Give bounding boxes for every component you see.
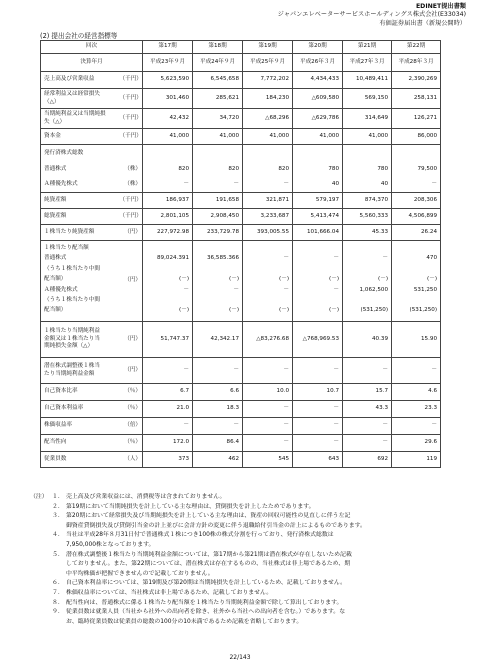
- period-cell: 平成23年９月: [143, 54, 193, 72]
- row-unit: （千円）: [119, 72, 143, 89]
- value-cell: 2,908,450: [193, 209, 243, 225]
- row-label: 配当性向: [41, 435, 119, 452]
- spacer: [435, 245, 437, 251]
- value-cell: 5,623,590: [143, 72, 193, 89]
- spacer: [435, 266, 437, 272]
- kai-cell: 第22期: [392, 41, 441, 54]
- table-row: [41, 384, 441, 401]
- value-cell: 4,506,899: [392, 209, 441, 225]
- value-cell: 18.3: [193, 401, 243, 418]
- row-label: [41, 358, 119, 384]
- row-unit: （千円）: [119, 89, 143, 109]
- row-label: 株価収益率: [41, 418, 119, 435]
- table-row: [41, 401, 441, 418]
- dividend-value: (－): [279, 307, 290, 314]
- dividend-value: (531,250): [409, 307, 438, 314]
- value-cell: －: [343, 358, 392, 384]
- value-cell: 208,306: [392, 193, 441, 209]
- value-cell: 40.39: [343, 322, 392, 358]
- note-item: [30, 551, 450, 580]
- period-cell: 平成27年３月: [343, 54, 392, 72]
- note-item: [30, 493, 450, 503]
- value-cell: 393,005.55: [243, 225, 293, 241]
- value-cell: [243, 145, 293, 163]
- value-cell: －: [143, 358, 193, 384]
- value-cell: 285,621: [193, 89, 243, 109]
- note-number: ９．: [52, 609, 64, 616]
- dividend-value: (－): [329, 307, 340, 314]
- header-doc-type: 有価証券届出書（新規公開時）: [379, 19, 466, 27]
- value-cell: 6.7: [143, 384, 193, 401]
- dividend-value: －: [333, 255, 340, 262]
- value-cell: －: [293, 401, 343, 418]
- table-row: [41, 322, 441, 358]
- table-body: [41, 41, 441, 468]
- value-cell: [343, 241, 392, 322]
- row-unit: （％）: [119, 435, 143, 452]
- spacer: [237, 266, 239, 272]
- row-unit: （％）: [119, 401, 143, 418]
- dividend-value: (－): [179, 307, 190, 314]
- value-cell: 569,150: [343, 89, 392, 109]
- row-unit: （千円）: [119, 109, 143, 129]
- row-unit: （株）: [119, 162, 143, 177]
- value-cell: 29.6: [392, 435, 441, 452]
- note-number: ６．: [52, 580, 64, 587]
- table-row: [41, 41, 441, 54]
- dividend-value: －: [283, 255, 290, 262]
- note-item: [30, 608, 450, 627]
- value-cell: 7,772,202: [243, 72, 293, 89]
- dividend-value: 89,024.391: [156, 255, 190, 262]
- value-cell: 462: [193, 452, 243, 468]
- row-label-line: 金額又は１株当たり当: [44, 335, 100, 342]
- period-cell: 平成24年９月: [193, 54, 243, 72]
- value-cell: 186,937: [143, 193, 193, 209]
- table-row: [41, 177, 441, 193]
- spacer: [237, 245, 239, 251]
- row-label: 純資産額: [41, 193, 119, 209]
- spacer: [187, 245, 189, 251]
- note-lead: [30, 503, 52, 513]
- dividend-value: (－): [229, 276, 240, 283]
- value-cell: 40: [343, 177, 392, 193]
- value-cell: 874,370: [343, 193, 392, 209]
- period-cell: 平成28年３月: [392, 54, 441, 72]
- value-cell: －: [243, 401, 293, 418]
- note-number: ２．: [52, 503, 64, 510]
- row-label: [41, 322, 119, 358]
- value-cell: 86,000: [392, 129, 441, 145]
- note-lead: [30, 531, 52, 550]
- value-cell: 5,413,474: [293, 209, 343, 225]
- value-cell: 4,434,433: [293, 72, 343, 89]
- value-cell: 45.33: [343, 225, 392, 241]
- dividend-value: (－): [279, 276, 290, 283]
- period-header: 決算年月: [41, 54, 143, 72]
- note-text: 株価収益率については、当社株式は非上場であるため、記載しておりません。: [66, 589, 273, 596]
- value-cell: 119: [392, 452, 441, 468]
- value-cell: 41,000: [343, 129, 392, 145]
- row-label-line: 潜在株式調整後１株当: [44, 362, 100, 369]
- value-cell: △68,296: [243, 109, 293, 129]
- note-item: [30, 531, 450, 550]
- note-text: 第20期において経常損失及び当期純損失を計上している主な理由は、資産の回収可能性の見直しに伴う左記 御資産貸倒損失及び貸倒引当金の計上並びに会計方針の変更に伴う退職給付引当金の計上によるものであります。: [66, 513, 366, 529]
- dividend-value: －: [382, 255, 389, 262]
- header-edinet: EDINET提出書類: [415, 3, 466, 10]
- value-cell: 41,000: [243, 129, 293, 145]
- value-cell: －: [143, 418, 193, 435]
- spacer: [337, 245, 339, 251]
- value-cell: 10,489,411: [343, 72, 392, 89]
- value-cell: 373: [143, 452, 193, 468]
- dividend-value: (－): [329, 276, 340, 283]
- value-cell: 321,871: [243, 193, 293, 209]
- row-label-line: 期純損失金額（△）: [44, 343, 94, 350]
- value-cell: 6.6: [193, 384, 243, 401]
- value-cell: 21.0: [143, 401, 193, 418]
- note-item: [30, 579, 450, 589]
- value-cell: －: [193, 418, 243, 435]
- value-cell: －: [392, 177, 441, 193]
- row-label: 自己資本利益率: [41, 401, 119, 418]
- table-row: [41, 225, 441, 241]
- value-cell: 42,342.17: [193, 322, 243, 358]
- value-cell: －: [243, 358, 293, 384]
- note-lead: [30, 589, 52, 599]
- value-cell: －: [243, 418, 293, 435]
- value-cell: [243, 241, 293, 322]
- note-lead: （注）: [30, 494, 48, 500]
- dividend-value: (531,250): [360, 307, 389, 314]
- note-text: 当社は平成28年８月31日付で普通株式１株につき100株の株式分割を行っており、発行済株式総数は 7,950,000株となっております。: [66, 532, 334, 548]
- note-item: [30, 503, 450, 513]
- dividend-value: 470: [426, 255, 438, 262]
- value-cell: [392, 241, 441, 322]
- value-cell: [193, 145, 243, 163]
- spacer: [287, 245, 289, 251]
- value-cell: －: [293, 418, 343, 435]
- spacer: [435, 297, 437, 303]
- value-cell: 5,560,333: [343, 209, 392, 225]
- value-cell: △609,580: [293, 89, 343, 109]
- note-lead: [30, 551, 52, 580]
- note-text: 第19期において当期純損失を計上している主な理由は、貸倒損失を計上したためであります。: [66, 503, 315, 510]
- spacer: [386, 245, 388, 251]
- value-cell: 820: [193, 162, 243, 177]
- row-label-line: 当期純利益又は当期純損: [44, 110, 106, 117]
- value-cell: －: [293, 358, 343, 384]
- table-row: [41, 435, 441, 452]
- row-label-line: １株当たり当期純利益: [44, 328, 100, 335]
- row-label-line: Ａ種優先株式: [44, 286, 78, 293]
- value-cell: －: [193, 358, 243, 384]
- spacer: [337, 266, 339, 272]
- note-lead: [30, 608, 52, 627]
- dividend-value: (－): [179, 276, 190, 283]
- value-cell: 2,801,105: [143, 209, 193, 225]
- value-cell: 42,432: [143, 109, 193, 129]
- kai-cell: 第18期: [193, 41, 243, 54]
- row-label-line: 経常利益又は経常損失: [44, 90, 100, 97]
- spacer: [187, 266, 189, 272]
- row-label-line: （うち１株当たり中間: [44, 297, 100, 304]
- note-text: 潜在株式調整後１株当たり当期純利益金額については、第17期から第21期は潜在株式が存在しないため記載 しておりません。また、第22期については、潜在株式は存在するものの、当社株式は非上場であるため、期 中平均株価が把握できませんので記載しておりません。: [66, 551, 352, 577]
- value-cell: [392, 145, 441, 163]
- value-cell: [343, 145, 392, 163]
- notes-list: [30, 493, 450, 627]
- page-number: 22/143: [229, 654, 251, 661]
- row-label: 自己資本比率: [41, 384, 119, 401]
- period-cell: 平成25年９月: [243, 54, 293, 72]
- spacer: [337, 297, 339, 303]
- value-cell: [293, 241, 343, 322]
- table-row: [41, 162, 441, 177]
- kai-cell: 第21期: [343, 41, 392, 54]
- dividend-value: (－): [427, 276, 438, 283]
- value-cell: 780: [293, 162, 343, 177]
- value-cell: 26.24: [392, 225, 441, 241]
- financial-indicators-table: [40, 40, 441, 468]
- value-cell: －: [343, 418, 392, 435]
- value-cell: [193, 241, 243, 322]
- value-cell: 4.6: [392, 384, 441, 401]
- row-label-line: たり当期純利益金額: [44, 370, 95, 377]
- note-lead: [30, 512, 52, 531]
- note-number: ５．: [52, 551, 64, 558]
- dividend-value: 36,585.366: [206, 255, 240, 262]
- table-row: [41, 209, 441, 225]
- spacer: [237, 297, 239, 303]
- note-lead: [30, 579, 52, 589]
- dividend-value: －: [333, 286, 340, 293]
- note-number: １．: [52, 494, 64, 500]
- value-cell: －: [293, 435, 343, 452]
- spacer: [187, 297, 189, 303]
- row-unit: （千円）: [119, 193, 143, 209]
- value-cell: －: [343, 435, 392, 452]
- value-cell: [143, 145, 193, 163]
- row-unit: （倍）: [119, 418, 143, 435]
- dividend-value: －: [183, 286, 190, 293]
- value-cell: 23.3: [392, 401, 441, 418]
- value-cell: 15.90: [392, 322, 441, 358]
- table-row: [41, 72, 441, 89]
- row-unit: （円）: [119, 225, 143, 241]
- note-lead: [30, 599, 52, 609]
- dividend-value: 531,250: [413, 286, 438, 293]
- section-title: (2) 提出会社の経営指標等: [40, 32, 118, 40]
- row-unit: （人）: [119, 452, 143, 468]
- dividend-value: 1,062,500: [359, 286, 389, 293]
- value-cell: 172.0: [143, 435, 193, 452]
- value-cell: 10.7: [293, 384, 343, 401]
- period-cell: 平成26年３月: [293, 54, 343, 72]
- value-cell: 820: [143, 162, 193, 177]
- value-cell: 15.7: [343, 384, 392, 401]
- value-cell: 3,233,687: [243, 209, 293, 225]
- value-cell: 40: [293, 177, 343, 193]
- table-row: [41, 418, 441, 435]
- row-label: １株当たり純資産額: [41, 225, 119, 241]
- row-label-line: 普通株式: [44, 255, 67, 262]
- value-cell: 780: [343, 162, 392, 177]
- row-label: [41, 89, 119, 109]
- dividend-value: (－): [229, 307, 240, 314]
- value-cell: 41,000: [293, 129, 343, 145]
- kai-cell: 第19期: [243, 41, 293, 54]
- value-cell: △768,969.53: [293, 322, 343, 358]
- table-row: [41, 54, 441, 72]
- value-cell: [143, 241, 193, 322]
- value-cell: 301,460: [143, 89, 193, 109]
- row-unit: [119, 145, 143, 163]
- row-unit: （千円）: [119, 209, 143, 225]
- kai-cell: 第17期: [143, 41, 193, 54]
- value-cell: 41,000: [193, 129, 243, 145]
- value-cell: 10.0: [243, 384, 293, 401]
- value-cell: △629,786: [293, 109, 343, 129]
- value-cell: 34,720: [193, 109, 243, 129]
- value-cell: －: [392, 418, 441, 435]
- header-company: ジャパンエレベーターサービスホールディングス株式会社(E33034): [277, 11, 466, 19]
- row-label-line: 配当額）: [44, 276, 67, 283]
- table-row: [41, 452, 441, 468]
- value-cell: －: [243, 435, 293, 452]
- value-cell: 126,271: [392, 109, 441, 129]
- row-label-line: 配当額）: [44, 307, 67, 314]
- row-unit: （％）: [119, 384, 143, 401]
- spacer: [287, 266, 289, 272]
- value-cell: 43.3: [343, 401, 392, 418]
- value-cell: 692: [343, 452, 392, 468]
- table-row: [41, 241, 441, 322]
- note-number: ８．: [52, 599, 64, 606]
- spacer: [287, 297, 289, 303]
- value-cell: [293, 145, 343, 163]
- note-item: [30, 599, 450, 609]
- note-number: ７．: [52, 589, 64, 596]
- table-row: [41, 193, 441, 209]
- row-label-line: １株当たり配当額: [44, 245, 89, 251]
- value-cell: 184,230: [243, 89, 293, 109]
- value-cell: 79,500: [392, 162, 441, 177]
- value-cell: －: [392, 358, 441, 384]
- table-row: [41, 145, 441, 163]
- value-cell: 2,390,269: [392, 72, 441, 89]
- value-cell: 6,545,658: [193, 72, 243, 89]
- spacer: [386, 266, 388, 272]
- row-unit: （円）: [119, 358, 143, 384]
- row-label: 総資産額: [41, 209, 119, 225]
- row-label: [41, 109, 119, 129]
- note-number: ４．: [52, 532, 64, 539]
- note-item: [30, 512, 450, 531]
- row-label-line: （うち１株当たり中間: [44, 265, 100, 272]
- value-cell: 51,747.37: [143, 322, 193, 358]
- spacer: [386, 297, 388, 303]
- value-cell: 233,729.78: [193, 225, 243, 241]
- row-label-line: 失（△）: [44, 118, 66, 125]
- value-cell: 86.4: [193, 435, 243, 452]
- row-label: 資本金: [41, 129, 119, 145]
- row-unit: （株）: [119, 177, 143, 193]
- value-cell: 101,666.04: [293, 225, 343, 241]
- kai-header: 回次: [41, 41, 143, 54]
- note-text: 配当性向は、普通株式に係る１株当たり配当額を１株当たり当期純利益金額で除して算出しております。: [66, 599, 343, 606]
- value-cell: 579,197: [293, 193, 343, 209]
- value-cell: －: [143, 177, 193, 193]
- note-number: ３．: [52, 513, 64, 520]
- row-label-line: （△）: [44, 98, 60, 105]
- note-item: [30, 589, 450, 599]
- table-row: [41, 358, 441, 384]
- value-cell: 227,972.98: [143, 225, 193, 241]
- value-cell: －: [243, 177, 293, 193]
- row-unit: （円）: [119, 241, 143, 322]
- document-header: [278, 3, 466, 28]
- value-cell: 191,658: [193, 193, 243, 209]
- note-text: 従業員数は就業人員（当社から社外への出向者を除き、社外から当社への出向者を含む。）であります。な お、臨時従業員数は従業員の総数の100分の10未満であるため記載を省略しております。: [66, 609, 346, 625]
- value-cell: 314,649: [343, 109, 392, 129]
- table-row: [41, 129, 441, 145]
- value-cell: 643: [293, 452, 343, 468]
- row-label: 普通株式: [41, 162, 119, 177]
- value-cell: △83,276.68: [243, 322, 293, 358]
- row-label: [41, 241, 119, 322]
- table-row: [41, 109, 441, 129]
- row-label: 売上高及び営業収益: [41, 72, 119, 89]
- value-cell: 41,000: [143, 129, 193, 145]
- notes: [30, 493, 450, 627]
- dividend-value: －: [283, 286, 290, 293]
- note-text: 自己資本利益率については、第19期及び第20期は当期純損失を計上しているため、記載しておりません。: [66, 580, 347, 587]
- value-cell: 545: [243, 452, 293, 468]
- row-unit: （千円）: [119, 129, 143, 145]
- value-cell: －: [193, 177, 243, 193]
- row-label: 従業員数: [41, 452, 119, 468]
- shares-title: 発行済株式総数: [41, 145, 119, 163]
- value-cell: 258,131: [392, 89, 441, 109]
- dividend-value: －: [233, 286, 240, 293]
- row-unit: （円）: [119, 322, 143, 358]
- value-cell: 820: [243, 162, 293, 177]
- note-text: 売上高及び営業収益には、消費税等は含まれておりません。: [66, 494, 226, 500]
- row-label: Ａ種優先株式: [41, 177, 119, 193]
- table-row: [41, 89, 441, 109]
- kai-cell: 第20期: [293, 41, 343, 54]
- dividend-value: (－): [378, 276, 389, 283]
